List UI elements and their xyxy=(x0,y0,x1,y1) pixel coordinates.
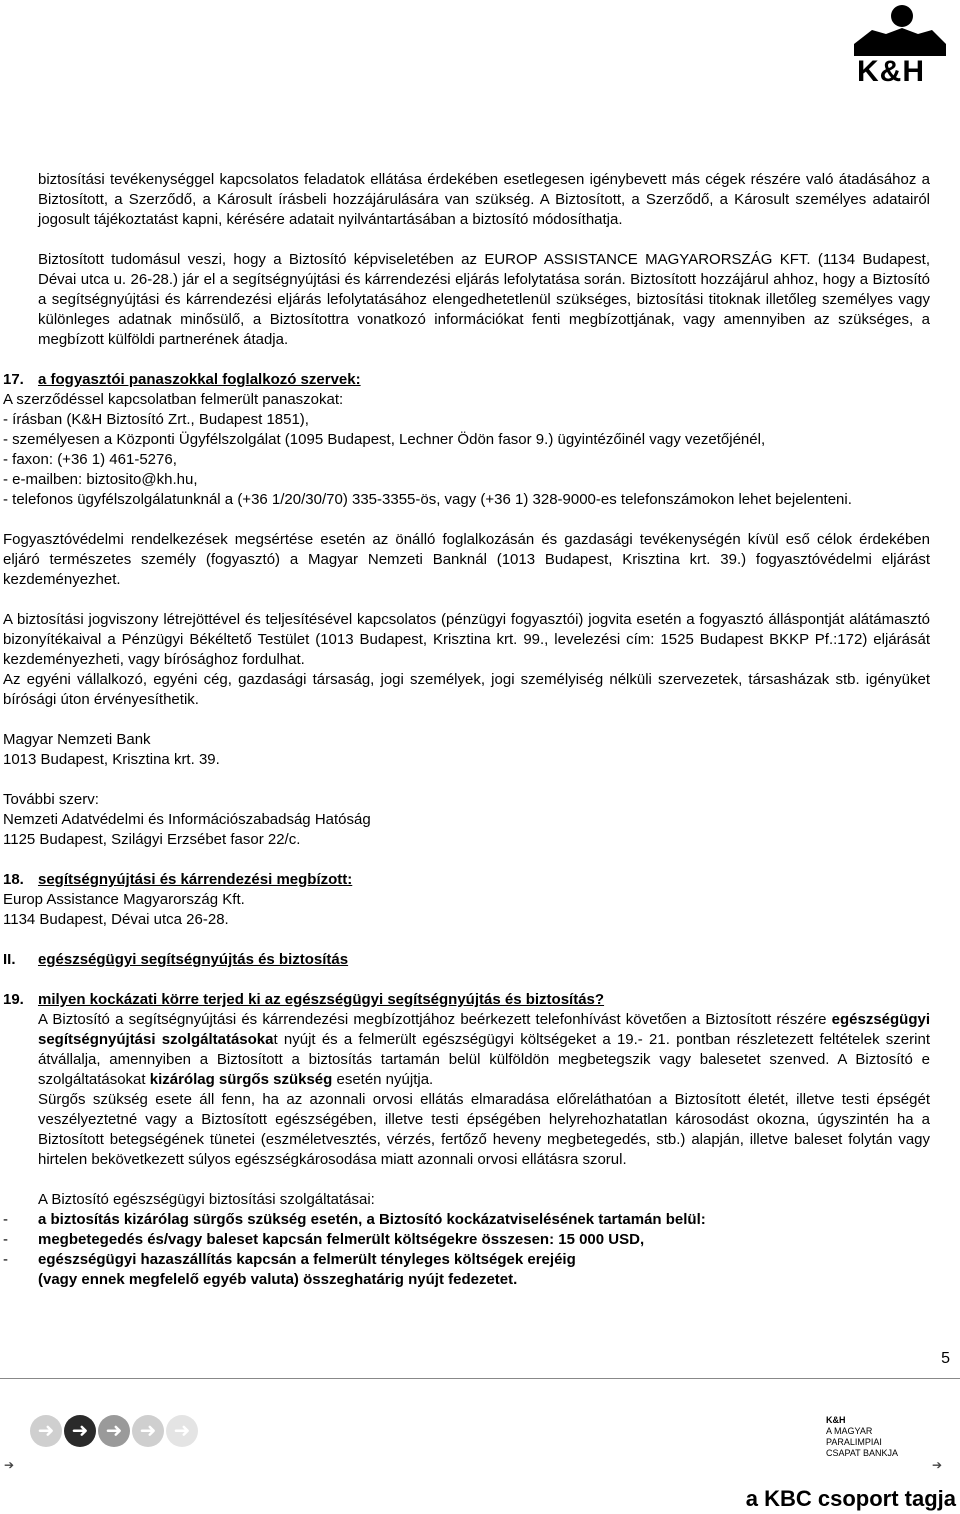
arrow-icon: ➜ xyxy=(64,1415,96,1447)
services-intro: A Biztosító egészségügyi biztosítási szolgáltatásai: xyxy=(38,1191,375,1208)
footer-divider xyxy=(0,1378,960,1379)
assistance-address: 1134 Budapest, Dévai utca 26-28. xyxy=(3,911,229,928)
mnb-name: Magyar Nemzeti Bank xyxy=(3,731,151,748)
complaints-intro: A szerződéssel kapcsolatban felmerült panaszokat: xyxy=(3,391,344,408)
paragraph-health-assistance: A Biztosító a segítségnyújtási és kárrendezési megbízottjához beérkezett telefonhívást követően a Biztosított részére egészségügyi segítségnyújtási szolgáltatásokat nyújt és a felmerült egészségügyi költségeket a 19.- 21. pontban részletezett feltételek szerint átvállalja, amennyiben a Biztosított a biztosítás tartamán belül külföldön megbetegszik vagy balesetet szenved. A Biztosító e szolgáltatásokat kizárólag sürgős szükség esetén nyújtja. xyxy=(38,1011,930,1088)
document-body xyxy=(3,170,930,1290)
section-number: 17. xyxy=(3,371,24,388)
section-19-heading xyxy=(3,990,930,1010)
list-item: - megbetegedés és/vagy baleset kapcsán felmerült költségekre összesen: 15 000 USD, xyxy=(3,1231,645,1248)
kh-logo-text: K&H xyxy=(857,55,925,88)
arrow-icon: ➜ xyxy=(166,1415,198,1447)
section-number: 18. xyxy=(3,871,24,888)
paragraph-europ-assistance: Biztosított tudomásul veszi, hogy a Biztosító képviseletében az EUROP ASSISTANCE MAGYARORSZÁG KFT. (1134 Budapest, Dévai utca u. 26-28.) jár el a segítségnyújtási és kárrendezési eljárás lefolytatása során. Biztosított hozzájárul ahhoz, hogy a Biztosító a segítségnyújtási és kárrendezési eljárás lefolytatásához elengedhetetlenül szükséges, biztosítási titoknak illetőleg személyes vagy különleges adatnak minősülő, a Biztosítottra vonatkozó információkat fenti megbízottjának, vagy amennyiben az szükséges, a megbízott külföldi partnerének átadja. xyxy=(38,251,930,348)
section-number: 19. xyxy=(3,991,24,1008)
mnb-address: 1013 Budapest, Krisztina krt. 39. xyxy=(3,751,220,768)
section-17-heading xyxy=(3,370,930,390)
paragraph-dispute: A biztosítási jogviszony létrejöttével és teljesítésével kapcsolatos (pénzügyi fogyasztói) jogvita esetén a fogyasztó álláspontját alátámasztó bizonyítékaival a Pénzügyi Békéltető Testület (1013 Budapest, Krisztina krt. 99., levelezési cím: 1525 Budapest BKKP Pf.:172) eljárását kezdeményezheti, vagy bírósághoz fordulhat. xyxy=(3,611,930,668)
footer-arrow-decoration xyxy=(30,1415,198,1447)
page-number: 5 xyxy=(941,1350,950,1367)
kh-logo-emblem xyxy=(836,4,946,56)
section-II-heading xyxy=(3,950,930,970)
complaint-channel-phone: - telefonos ügyfélszolgálatunknál a (+36 1/20/30/70) 335-3355-ös, vagy (+36 1) 328-9000-es telefonszámokon lehet bejelenteni. xyxy=(3,491,852,508)
paralympic-logo: K&H A MAGYAR PARALIMPIAI CSAPAT BANKJA xyxy=(826,1415,899,1458)
assistance-company: Europ Assistance Magyarország Kft. xyxy=(3,891,245,908)
arrow-icon: ➜ xyxy=(132,1415,164,1447)
kh-logo xyxy=(836,4,946,88)
complaint-channel-email: - e-mailben: biztosito@kh.hu, xyxy=(3,471,198,488)
naih-name: Nemzeti Adatvédelmi és Információszabadság Hatóság xyxy=(3,811,371,828)
kbc-tagline: a KBC csoport tagja xyxy=(745,1486,956,1511)
paragraph-business: Az egyéni vállalkozó, egyéni cég, gazdasági társaság, jogi személyek, jogi személyiség nélküli szervezetek, társasházak stb. igényüket bírósági úton érvényesíthetik. xyxy=(3,671,930,708)
section-number: II. xyxy=(3,951,16,968)
complaint-channel-fax: - faxon: (+36 1) 461-5276, xyxy=(3,451,177,468)
further-authority-label: További szerv: xyxy=(3,791,99,808)
paragraph-consumer-protection: Fogyasztóvédelmi rendelkezések megsértése esetén az önálló foglalkozásán és gazdasági tevékenységén kívül eső célok érdekében eljáró természetes személy (fogyasztó) a Magyar Nemzeti Banknál (1013 Budapest, Krisztina krt. 39.) fogyasztóvédelmi eljárást kezdeményezhet. xyxy=(3,531,930,588)
list-item: - a biztosítás kizárólag sürgős szükség esetén, a Biztosító kockázatviselésének tartamán belül: xyxy=(3,1211,706,1228)
section-18-heading xyxy=(3,870,930,890)
complaint-channel-written: - írásban (K&H Biztosító Zrt., Budapest 1851), xyxy=(3,411,309,428)
section-title: egészségügyi segítségnyújtás és biztosítás xyxy=(38,951,349,968)
section-title: milyen kockázati körre terjed ki az egészségügyi segítségnyújtás és biztosítás? xyxy=(38,991,605,1008)
list-item: - egészségügyi hazaszállítás kapcsán a felmerült tényleges költségek erejéig xyxy=(3,1251,576,1268)
paragraph-data-transfer: biztosítási tevékenységgel kapcsolatos feladatok ellátása érdekében esetlegesen igénybevett más cégek részére való átadásához a Biztosított, a Szerződő, a Károsult írásbeli hozzájárulására van szükség. A Biztosított, a Szerződő, a Károsult személyes adatairól jogosult tájékoztatást kapni, kérésére adatait nyilvántartásában a biztosító módosíthatja. xyxy=(38,171,930,228)
section-title: a fogyasztói panaszokkal foglalkozó szervek: xyxy=(38,371,361,388)
naih-address: 1125 Budapest, Szilágyi Erzsébet fasor 22/c. xyxy=(3,831,301,848)
small-arrow-icon: ➔ xyxy=(4,1458,15,1472)
complaint-channel-personal: - személyesen a Központi Ügyfélszolgálat (1095 Budapest, Lechner Ödön fasor 9.) ügyintézőinél vagy vezetőjénél, xyxy=(3,431,766,448)
section-title: segítségnyújtási és kárrendezési megbízott: xyxy=(38,871,353,888)
paragraph-urgent-need: Sürgős szükség esete áll fenn, ha az azonnali orvosi ellátás elmaradása előreláthatóan a Biztosított életét, illetve testi épségét veszélyeztetné vagy a Biztosított egészségében, illetve testi épségében helyrehozhatatlan károsodást okozna, úgyszintén ha a Biztosított betegségének tünetei (eszméletvesztés, vérzés, fertőző heveny megbetegedés, stb.) alapján, illetve baleset folytán vagy hirtelen bekövetkezett súlyos egészségkárosodása miatt azonnali orvosi ellátásra szorul. xyxy=(38,1091,930,1168)
list-item-continuation: (vagy ennek megfelelő egyéb valuta) összeghatárig nyújt fedezetet. xyxy=(38,1271,518,1288)
arrow-icon: ➜ xyxy=(30,1415,62,1447)
arrow-icon: ➜ xyxy=(98,1415,130,1447)
small-arrow-icon: ➔ xyxy=(932,1458,943,1472)
